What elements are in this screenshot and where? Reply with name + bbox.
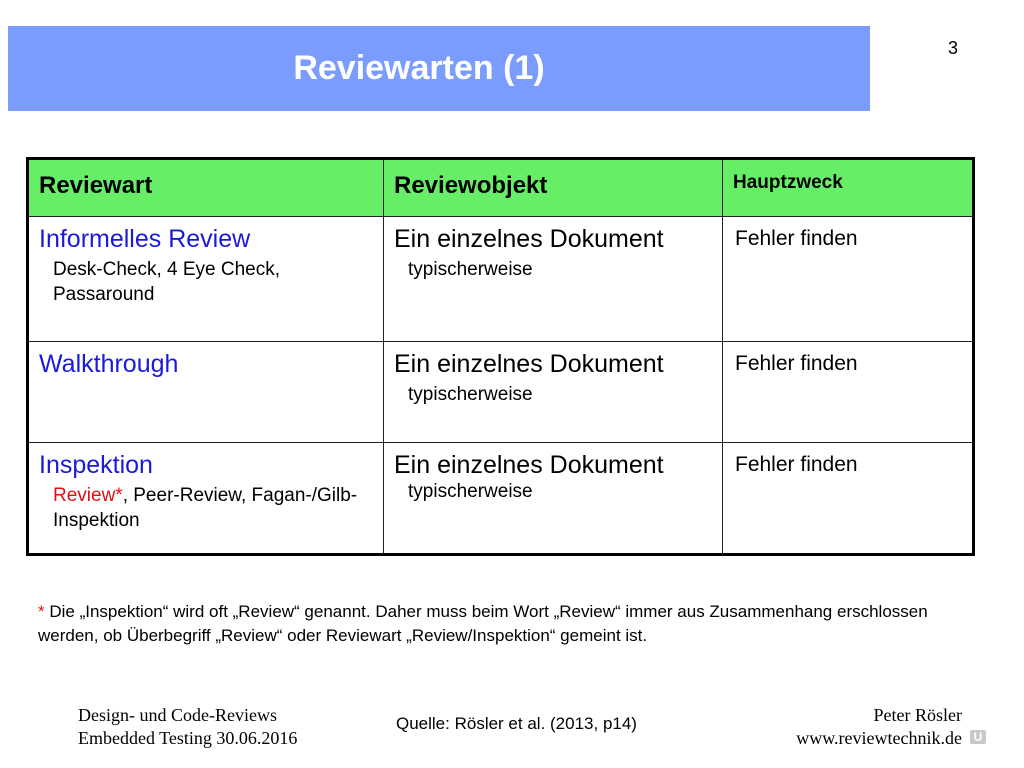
table-row bbox=[28, 342, 974, 443]
footer-source: Quelle: Rösler et al. (2013, p14) bbox=[396, 714, 637, 733]
review-asterisk-term: Review* bbox=[53, 485, 123, 506]
footer-event-info bbox=[78, 704, 297, 751]
review-type-name: Walkthrough bbox=[39, 350, 179, 378]
table-row bbox=[28, 217, 974, 342]
footer-event-date: Embedded Testing 30.06.2016 bbox=[78, 728, 298, 749]
purpose-cell bbox=[723, 217, 974, 342]
review-type-cell bbox=[28, 217, 384, 342]
review-type-cell bbox=[28, 443, 384, 555]
purpose-text: Fehler finden bbox=[735, 227, 858, 250]
review-object-qualifier: typischerweise bbox=[408, 481, 533, 502]
footer-author-info bbox=[796, 704, 962, 751]
footnote-text: Die „Inspektion“ wird oft „Review“ genannt. Daher muss beim Wort „Review“ immer aus Zusammenhang erschlossen werden, ob Überbegriff „Review“ oder Reviewart „Review/Inspektion“ gemeint ist. bbox=[38, 602, 928, 645]
review-type-examples-rest: , Peer-Review, Fagan-/Gilb-Inspektion bbox=[53, 485, 358, 531]
page-number: 3 bbox=[948, 38, 959, 58]
purpose-text: Fehler finden bbox=[735, 352, 858, 375]
header-label: Reviewart bbox=[39, 172, 153, 199]
header-cell-hauptzweck bbox=[723, 159, 974, 217]
slide-title: Reviewarten (1) bbox=[293, 49, 545, 87]
review-type-name: Inspektion bbox=[39, 451, 153, 479]
footer-website: www.reviewtechnik.de bbox=[796, 728, 962, 749]
review-type-name: Informelles Review bbox=[39, 225, 251, 253]
review-object-cell bbox=[384, 443, 723, 555]
footer-author: Peter Rösler bbox=[873, 705, 962, 725]
review-object-cell bbox=[384, 342, 723, 443]
footnote bbox=[38, 600, 978, 648]
logo-icon: U bbox=[970, 730, 986, 744]
review-type-cell bbox=[28, 342, 384, 443]
footer-talk-title: Design- und Code-Reviews bbox=[78, 705, 277, 725]
review-object-name: Ein einzelnes Dokument bbox=[394, 350, 664, 378]
review-type-examples: Desk-Check, 4 Eye Check, Passaround bbox=[53, 259, 281, 305]
review-object-qualifier: typischerweise bbox=[408, 259, 533, 280]
header-cell-reviewart bbox=[28, 159, 384, 217]
header-label: Reviewobjekt bbox=[394, 172, 548, 199]
purpose-text: Fehler finden bbox=[735, 453, 858, 476]
review-object-qualifier: typischerweise bbox=[408, 384, 533, 405]
review-object-name: Ein einzelnes Dokument bbox=[394, 225, 664, 253]
header-cell-reviewobjekt bbox=[384, 159, 723, 217]
title-bar bbox=[8, 26, 870, 111]
header-label: Hauptzweck bbox=[733, 172, 843, 193]
purpose-cell bbox=[723, 443, 974, 555]
review-object-cell bbox=[384, 217, 723, 342]
table-header-row bbox=[28, 159, 974, 217]
review-object-name: Ein einzelnes Dokument bbox=[394, 451, 664, 479]
review-types-table bbox=[26, 157, 975, 556]
purpose-cell bbox=[723, 342, 974, 443]
review-type-examples bbox=[29, 480, 383, 533]
table-row bbox=[28, 443, 974, 555]
footnote-marker: * bbox=[38, 602, 45, 621]
